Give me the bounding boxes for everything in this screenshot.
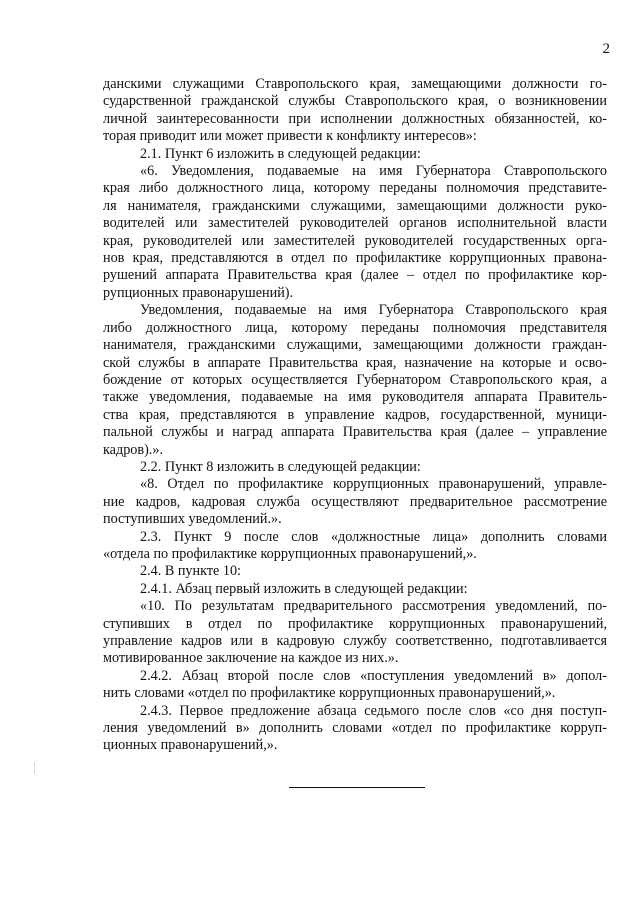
text-line: сударственной гражданской службы Ставропольского края, о возникновении	[103, 93, 607, 110]
text-line: ля нанимателя, гражданскими служащими, замещающими должности руко-	[103, 197, 607, 214]
text-line: пальной службы и наград аппарата Правительства края (далее – управление	[103, 424, 607, 441]
document-body	[103, 76, 607, 755]
text-line: нанимателя, гражданскими служащими, замещающими должности граждан-	[103, 337, 607, 354]
paragraph-item-2-4-1	[103, 581, 607, 598]
paragraph-item-2-4-2	[103, 668, 607, 703]
text-line: мотивированное заключение на каждое из них.».	[103, 650, 399, 667]
text-line: нов края, представляются в отдел по профилактике коррупционных правона-	[103, 250, 607, 267]
paragraph-item-2-3	[103, 529, 607, 564]
text-line: «отдела по профилактике коррупционных правонарушений,».	[103, 545, 477, 562]
text-line: ления уведомлений в» дополнить словами «отдел по профилактике корруп-	[103, 720, 607, 737]
text-line: 2.2. Пункт 8 изложить в следующей редакции:	[140, 458, 421, 475]
text-line: 2.4.3. Первое предложение абзаца седьмого после слов «со дня поступ-	[140, 702, 607, 719]
text-line: 2.4. В пункте 10:	[140, 563, 241, 580]
text-line: «6. Уведомления, подаваемые на имя Губернатора Ставропольского	[140, 163, 607, 180]
scan-margin-mark	[34, 762, 35, 774]
text-line: водителей или заместителей руководителей органов исполнительной власти	[103, 215, 607, 232]
paragraph-point-10-text	[103, 598, 607, 668]
text-line: торая приводит или может привести к конфликту интересов»:	[103, 128, 477, 145]
text-line: поступивших уведомлений.».	[103, 511, 282, 528]
paragraph-item-2-2	[103, 459, 607, 476]
text-line: нить словами «отдел по профилактике коррупционных правонарушений,».	[103, 685, 556, 702]
text-line: 2.4.1. Абзац первый изложить в следующей редакции:	[140, 580, 468, 597]
text-line: либо должностного лица, которому переданы полномочия представителя	[103, 319, 607, 336]
text-line: ние кадров, кадровая служба осуществляют предварительное рассмотрение	[103, 493, 607, 510]
text-line: бождение от которых осуществляется Губернатором Ставропольского края, а	[103, 371, 607, 388]
text-line: ской службы в аппарате Правительства края, назначение на которые и осво-	[103, 354, 607, 371]
paragraph-item-2-4-3	[103, 703, 607, 755]
text-line: края, руководителей или заместителей руководителей государственных орга-	[103, 232, 607, 249]
text-line: «10. По результатам предварительного рассмотрения уведомлений, по-	[140, 598, 607, 615]
text-line: личной заинтересованности при исполнении должностных обязанностей, ко-	[103, 110, 607, 127]
text-line: рупционных правонарушений).	[103, 284, 294, 301]
closing-rule	[289, 787, 425, 788]
text-line: «8. Отдел по профилактике коррупционных правонарушений, управле-	[140, 476, 607, 493]
paragraph-point-8-text	[103, 476, 607, 528]
text-line: данскими служащими Ставропольского края, замещающими должности го-	[103, 76, 607, 92]
page-number: 2	[602, 41, 610, 57]
paragraph-intro-continuation	[103, 76, 607, 146]
paragraph-point-6-second-paragraph	[103, 302, 607, 459]
text-line: ступивших в отдел по профилактике коррупционных правонарушений,	[103, 615, 607, 632]
text-line: рушений аппарата Правительства края (далее – отдел по профилактике кор-	[103, 267, 607, 284]
text-line: 2.4.2. Абзац второй после слов «поступления уведомлений в» допол-	[140, 667, 607, 684]
text-line: края либо должностного лица, которому переданы полномочия представите-	[103, 180, 607, 197]
text-line: 2.3. Пункт 9 после слов «должностные лица» дополнить словами	[140, 528, 607, 545]
text-line: кадров).».	[103, 441, 163, 458]
text-line: управление кадров или в кадровую службу соответственно, подготавливается	[103, 633, 607, 649]
paragraph-point-6-text	[103, 163, 607, 302]
paragraph-item-2-1	[103, 146, 607, 163]
paragraph-item-2-4	[103, 563, 607, 580]
text-line: ства края, представляются в управление кадров, государственной, муници-	[103, 406, 607, 423]
text-line: также уведомления, подаваемые на имя руководителя аппарата Правитель-	[103, 389, 607, 406]
text-line: ционных правонарушений,».	[103, 737, 278, 754]
text-line: 2.1. Пункт 6 изложить в следующей редакции:	[140, 145, 421, 162]
text-line: Уведомления, подаваемые на имя Губернатора Ставропольского края	[140, 302, 607, 319]
